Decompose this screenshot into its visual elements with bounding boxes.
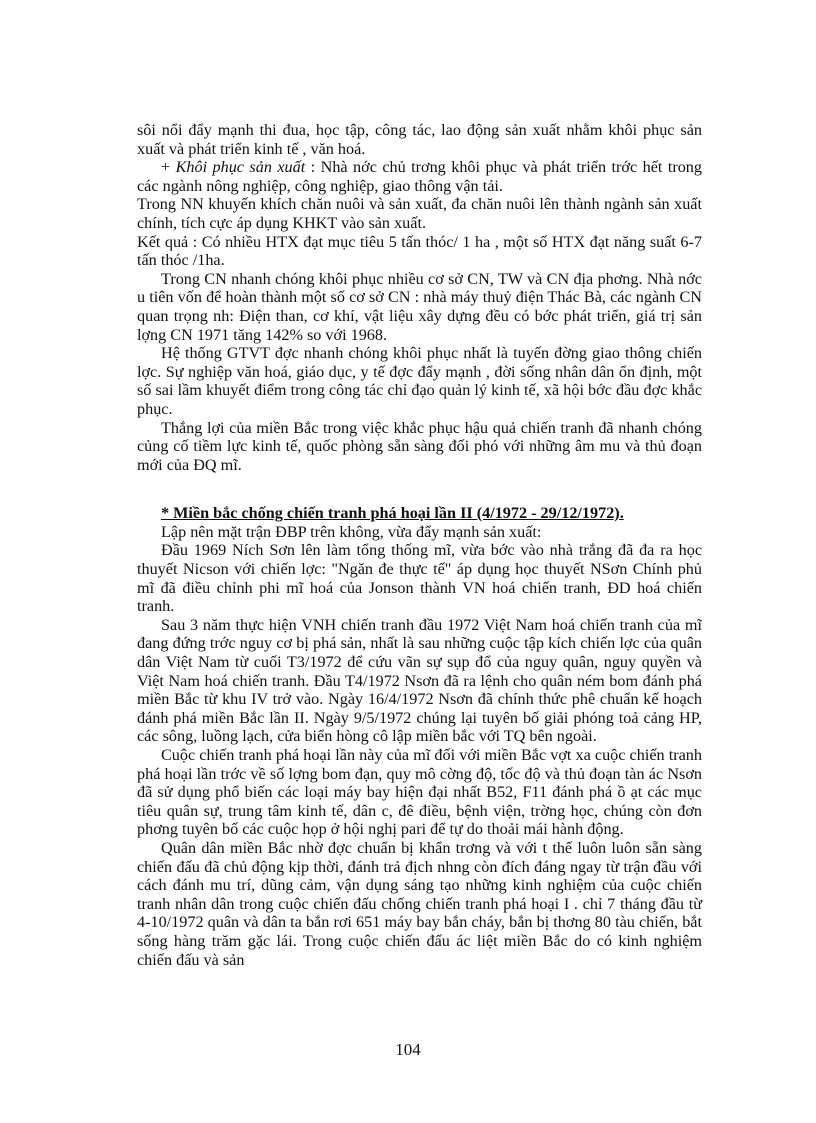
paragraph-2: [137, 158, 702, 195]
paragraph-4: Kết quả : Có nhiều HTX đạt mục tiêu 5 tấn thóc/ 1 ha , một số HTX đạt năng suất 6-7 tấn thóc /1ha.: [137, 232, 702, 270]
paragraph-10: Sau 3 năm thực hiện VNH chiến tranh đầu 1972 Việt Nam hoá chiến tranh của mĩ đang đứng trớc nguy cơ bị phá sản, nhất là sau những cuộc tập kích chiến lợc của quân dân Việt Nam từ cuối T3/1972 để cứu vãn sự sụp đổ của nguy quân, nguy quyền và Việt Nam hoá chiến tranh. Đầu T4/1972 Nsơn đã ra lệnh cho quân ném bom đánh phá miền Bắc từ khu IV trở vào. Ngày 16/4/1972 Nsơn đã chính thức phê chuẩn kế hoạch đánh phá miền Bắc lần II. Ngày 9/5/1972 chúng lại tuyên bố giải phóng toả cảng HP, các sông, luồng lạch, cửa biển hòng cô lập miền bắc với TQ bên ngoài.: [137, 615, 702, 746]
section-heading: * Miền bắc chống chiến tranh phá hoại lần II (4/1972 - 29/12/1972).: [161, 504, 624, 523]
paragraph-5: Trong CN nhanh chóng khôi phục nhiều cơ sở CN, TW và CN địa phơng. Nhà nớc u tiên vốn để hoàn thành một số cơ sở CN : nhà máy thuỷ điện Thác Bà, các ngành CN quan trọng nh: Điện than, cơ khí, vật liệu xây dựng đều có bớc phát triển, giá trị sản lợng CN 1971 tăng 142% so với 1968.: [137, 269, 702, 344]
paragraph-8: Lập nên mặt trận ĐBP trên không, vừa đẩy mạnh sản xuất:: [161, 522, 542, 541]
bullet-marker: +: [161, 158, 176, 177]
paragraph-3: Trong NN khuyến khích chăn nuôi và sản xuất, đa chăn nuôi lên thành ngành sản xuất chính, tích cực áp dụng KHKT vào sản xuất.: [137, 195, 702, 232]
paragraph-6: Hệ thống GTVT đợc nhanh chóng khôi phục nhất là tuyến đờng giao thông chiến lợc. Sự nghiệp văn hoá, giáo dục, y tế đợc đẩy mạnh , đời sống nhân dân ổn định, một số sai lầm khuyết điểm trong công tác chỉ đạo quản lý kinh tế, xã hội bớc đầu đợc khắc phục.: [137, 344, 702, 418]
paragraph-11: Cuộc chiến tranh phá hoại lần này của mĩ đối với miền Bắc vợt xa cuộc chiến tranh phá hoại lần trớc về số lợng bom đạn, quy mô cờng độ, tốc độ và thủ đoạn tàn ác Nsơn đã sử dụng phổ biến các loại máy bay hiện đại nhất B52, F11 đánh phá ồ ạt các mục tiêu quân sự, trung tâm kinh tế, dân c, đê điều, bệnh viện, trờng học, chúng còn đơn phơng tuyên bố các cuộc họp ở hội nghị pari để tự do thoải mái hành động.: [137, 746, 702, 839]
paragraph-1: sôi nổi đẩy mạnh thi đua, học tập, công tác, lao động sản xuất nhằm khôi phục sản xuất và phát triển kinh tế , văn hoá.: [137, 121, 702, 158]
paragraph-9: Đầu 1969 Ních Sơn lên làm tổng thống mĩ, vừa bớc vào nhà trắng đã đa ra học thuyết Nicson với chiến lợc: "Ngăn đe thực tế" áp dụng học thuyết NSơn Chính phủ mĩ đã điều chỉnh phi mĩ hoá của Jonson thành VN hoá chiến tranh, ĐD hoá chiến tranh.: [137, 541, 702, 616]
italic-term: Khôi phục sản xuất: [175, 158, 306, 177]
paragraph-12: Quân dân miền Bắc nhờ đợc chuẩn bị khẩn trơng và với t thế luôn luôn sẵn sàng chiến đấu đã chủ động kịp thời, đánh trả địch nhng còn đích đáng ngay từ trận đầu với cách đánh mu trí, dũng cảm, vận dụng sáng tạo những kinh nghiệm của cuộc chiến tranh nhân dân trong cuộc chiến đấu chống chiến tranh phá hoại I . chỉ 7 tháng đầu từ 4-10/1972 quân và dân ta bắn rơi 651 máy bay bắn cháy, bắn bị thơng 80 tàu chiến, bắt sống hàng trăm gặc lái. Trong cuộc chiến đấu ác liệt miền Bắc do có kinh nghiệm chiến đấu và sản: [137, 838, 702, 969]
page-number: 104: [395, 1040, 421, 1059]
paragraph-7: Thắng lợi của miền Bắc trong việc khắc phục hậu quả chiến tranh đã nhanh chóng củng cố tiềm lực kinh tế, quốc phòng sẵn sàng đối phó với những âm mu và thủ đoạn mới của ĐQ mĩ.: [137, 418, 702, 474]
paragraph-2-rest: : Nhà nớc chủ trơng khôi phục và phát triển trớc hết trong các ngành nông nghiệp, công nghiệp, giao thông vận tải.: [137, 158, 702, 195]
body-text: [137, 121, 702, 969]
